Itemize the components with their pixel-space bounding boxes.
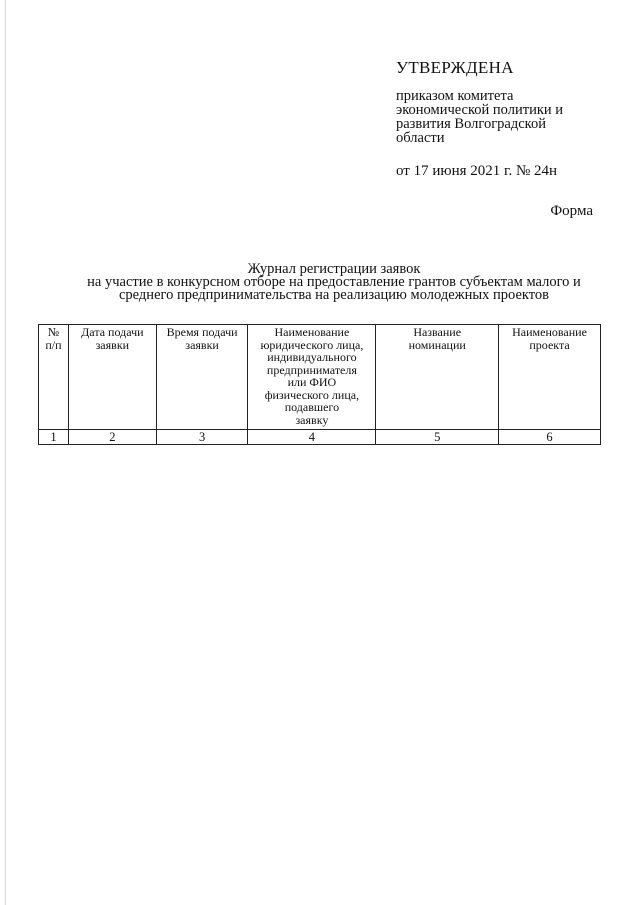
header-line: п/п [45, 337, 62, 352]
header-line: юридического лица, [260, 337, 364, 352]
approval-line: области [396, 130, 445, 146]
header-line: заявки [185, 337, 219, 352]
header-line: индивидуального [267, 350, 357, 364]
approval-order-text [396, 89, 596, 145]
header-line: № [47, 325, 60, 339]
form-label: Форма [550, 203, 593, 219]
header-project-name [499, 325, 601, 430]
approval-line: развития Волгоградской [396, 116, 546, 132]
approval-title: УТВЕРЖДЕНА [396, 58, 514, 77]
header-line: заявки [95, 337, 130, 352]
header-line: Время подачи [166, 325, 238, 339]
approval-line: экономической политики и [396, 102, 564, 118]
approval-line: приказом комитета [396, 88, 514, 104]
header-submission-date [68, 325, 156, 430]
header-line: номинации [408, 337, 466, 352]
registration-journal-table [38, 324, 601, 445]
column-number-cell: 4 [248, 430, 376, 445]
header-line: Название [413, 325, 462, 339]
header-line: заявку [295, 412, 329, 427]
table-row [39, 430, 601, 445]
column-number-cell: 3 [156, 430, 248, 445]
header-line: Дата подачи [81, 325, 144, 339]
header-line: или ФИО [287, 375, 337, 389]
title-line: Журнал регистрации заявок [247, 261, 421, 277]
header-line: предпринимателя [266, 362, 357, 377]
title-line: среднего предпринимательства на реализацию молодежных проектов [119, 287, 549, 303]
header-line: физического лица, [264, 387, 360, 402]
title-line: на участие в конкурсном отборе на предоставление грантов субъектам малого и [87, 274, 581, 290]
column-number-cell: 5 [376, 430, 499, 445]
header-line: подавшего [284, 400, 340, 414]
scan-edge-line [5, 0, 6, 905]
header-applicant-name [248, 325, 376, 430]
approval-block [396, 58, 596, 179]
header-submission-time [156, 325, 248, 430]
table-header-row [39, 325, 601, 430]
column-number-cell: 6 [499, 430, 601, 445]
column-number-cell: 2 [68, 430, 156, 445]
approval-date: от 17 июня 2021 г. № 24н [396, 163, 558, 179]
header-line: Наименование [512, 325, 587, 339]
header-nomination [376, 325, 499, 430]
header-line: проекта [529, 337, 570, 352]
column-number-cell: 1 [39, 430, 69, 445]
header-line: Наименование [274, 325, 350, 339]
document-title [40, 263, 628, 302]
header-number [39, 325, 69, 430]
